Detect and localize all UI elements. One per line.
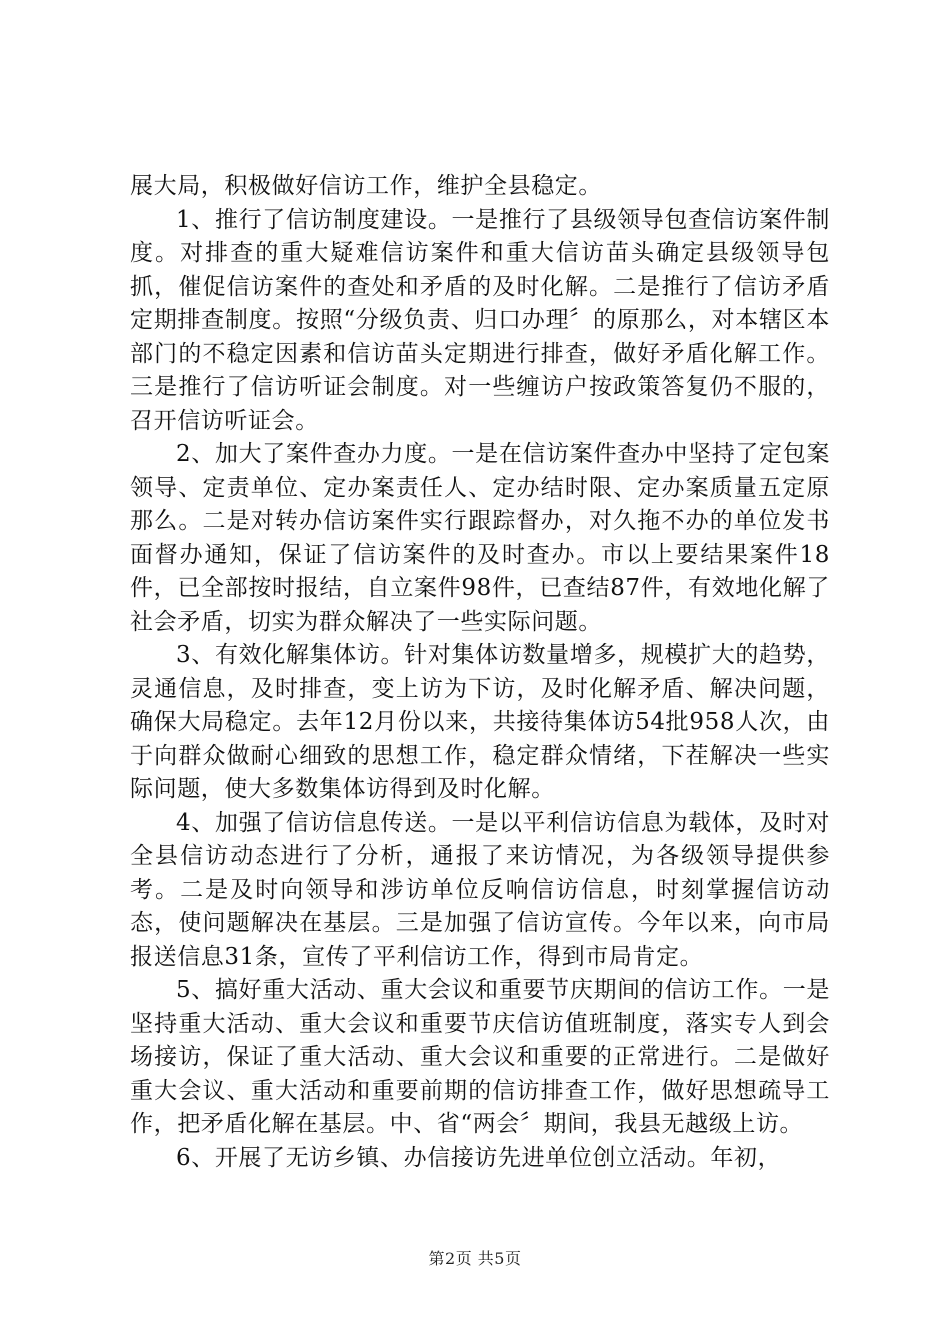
paragraph-item-6: 6、开展了无访乡镇、办信接访先进单位创立活动。年初， — [176, 1144, 782, 1171]
paragraph-item-3: 3、有效化解集体访。针对集体访数量增多，规模扩大的趋势，灵通信息，及时排查，变上访为下访，及时化解矛盾、解决问题，确保大局稳定。去年12月份以来，共接待集体访54批958人次，由于向群众做耐心细致的思想工作，稳定群众情绪，下茬解决一些实际问题，使大多数集体访得到及时化解。 — [130, 642, 830, 802]
paragraph-item-1: 1、推行了信访制度建设。一是推行了县级领导包查信访案件制度。对排查的重大疑难信访案件和重大信访苗头确定县级领导包抓，催促信访案件的查处和矛盾的及时化解。二是推行了信访矛盾定期排查制度。按照“分级负责、归口办理〞的原那么，对本辖区本部门的不稳定因素和信访苗头定期进行排查，做好矛盾化解工作。三是推行了信访听证会制度。对一些缠访户按政策答复仍不服的，召开信访听证会。 — [130, 206, 830, 434]
paragraph-continuation: 展大局，积极做好信访工作，维护全县稳定。 — [130, 173, 602, 199]
paragraph-item-5: 5、搞好重大活动、重大会议和重要节庆期间的信访工作。一是坚持重大活动、重大会议和重要节庆信访值班制度，落实专人到会场接访，保证了重大活动、重大会议和重要的正常进行。二是做好重大会议、重大活动和重要前期的信访排查工作，做好思想疏导工作，把矛盾化解在基层。中、省“两会〞期间，我县无越级上访。 — [130, 977, 830, 1137]
paragraph-item-4: 4、加强了信访信息传送。一是以平利信访信息为载体，及时对全县信访动态进行了分析，通报了来访情况，为各级领导提供参考。二是及时向领导和涉访单位反响信访信息，时刻掌握信访动态，使问题解决在基层。三是加强了信访宣传。今年以来，向市局报送信息31条，宣传了平利信访工作，得到市局肯定。 — [130, 809, 830, 970]
paragraph-item-2: 2、加大了案件查办力度。一是在信访案件查办中坚持了定包案领导、定责单位、定办案责任人、定办结时限、定办案质量五定原那么。二是对转办信访案件实行跟踪督办，对久拖不办的单位发书面督办通知，保证了信访案件的及时查办。市以上要结果案件18件，已全部按时报结，自立案件98件，已查结87件，有效地化解了社会矛盾，切实为群众解决了一些实际问题。 — [130, 441, 830, 635]
document-body — [130, 170, 830, 1175]
page-footer: 第2页 共5页 — [428, 1249, 522, 1268]
